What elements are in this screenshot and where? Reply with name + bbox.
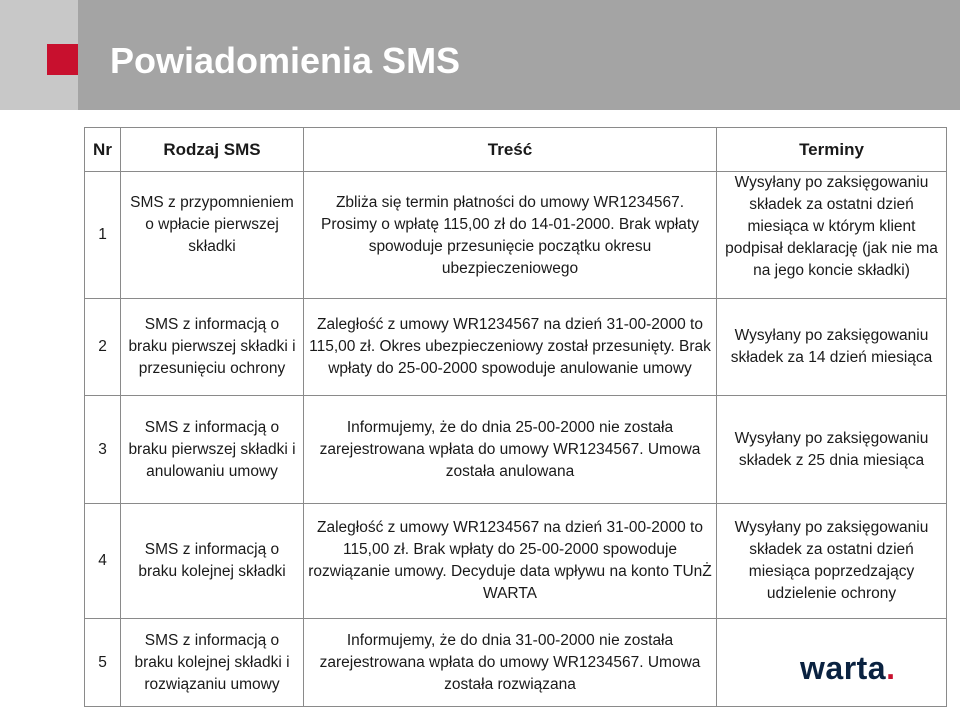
warta-logo xyxy=(800,650,895,687)
cell-terms: Wysyłany po zaksięgowaniu składek za ostatni dzień miesiąca w którym klient podpisał deklarację (jak nie ma na jego koncie składki) xyxy=(717,172,947,299)
cell-content: Informujemy, że do dnia 31-00-2000 nie została zarejestrowana wpłata do umowy WR1234567. Umowa została rozwiązana xyxy=(304,619,717,707)
cell-content: Informujemy, że do dnia 25-00-2000 nie została zarejestrowana wpłata do umowy WR1234567. Umowa została anulowana xyxy=(304,396,717,504)
header-nr: Nr xyxy=(85,128,121,172)
title-bar xyxy=(0,0,960,110)
cell-nr: 1 xyxy=(85,172,121,299)
logo-dot: . xyxy=(886,650,896,686)
cell-content: Zaległość z umowy WR1234567 na dzień 31-00-2000 to 115,00 zł. Brak wpłaty do 25-00-2000 spowoduje rozwiązanie umowy. Decyduje data wpływu na konto TUnŻ WARTA xyxy=(304,504,717,619)
cell-content: Zbliża się termin płatności do umowy WR1234567. Prosimy o wpłatę 115,00 zł do 14-01-2000. Brak wpłaty spowoduje przesunięcie początku okresu ubezpieczeniowego xyxy=(304,172,717,299)
cell-nr: 5 xyxy=(85,619,121,707)
table-row xyxy=(85,299,947,396)
table-row xyxy=(85,504,947,619)
cell-terms: Wysyłany po zaksięgowaniu składek za 14 dzień miesiąca xyxy=(717,299,947,396)
logo-text: warta xyxy=(800,650,887,686)
cell-type: SMS z informacją o braku pierwszej składki i przesunięciu ochrony xyxy=(121,299,304,396)
table-header-row xyxy=(85,128,947,172)
cell-nr: 4 xyxy=(85,504,121,619)
header-type: Rodzaj SMS xyxy=(121,128,304,172)
cell-nr: 3 xyxy=(85,396,121,504)
cell-type: SMS z informacją o braku pierwszej składki i anulowaniu umowy xyxy=(121,396,304,504)
header-terms: Terminy xyxy=(717,128,947,172)
table-row xyxy=(85,396,947,504)
cell-nr: 2 xyxy=(85,299,121,396)
cell-content: Zaległość z umowy WR1234567 na dzień 31-00-2000 to 115,00 zł. Okres ubezpieczeniowy został przesunięty. Brak wpłaty do 25-00-2000 spowoduje anulowanie umowy xyxy=(304,299,717,396)
cell-terms: Wysyłany po zaksięgowaniu składek z 25 dnia miesiąca xyxy=(717,396,947,504)
title-accent-square xyxy=(47,44,78,75)
page-title: Powiadomienia SMS xyxy=(110,40,461,81)
table-row xyxy=(85,172,947,299)
cell-terms: Wysyłany po zaksięgowaniu składek za ostatni dzień miesiąca poprzedzający udzielenie ochrony xyxy=(717,504,947,619)
header-content: Treść xyxy=(304,128,717,172)
sms-table xyxy=(84,127,947,707)
cell-type: SMS z przypomnieniem o wpłacie pierwszej składki xyxy=(121,172,304,299)
cell-type: SMS z informacją o braku kolejnej składki i rozwiązaniu umowy xyxy=(121,619,304,707)
cell-type: SMS z informacją o braku kolejnej składki xyxy=(121,504,304,619)
